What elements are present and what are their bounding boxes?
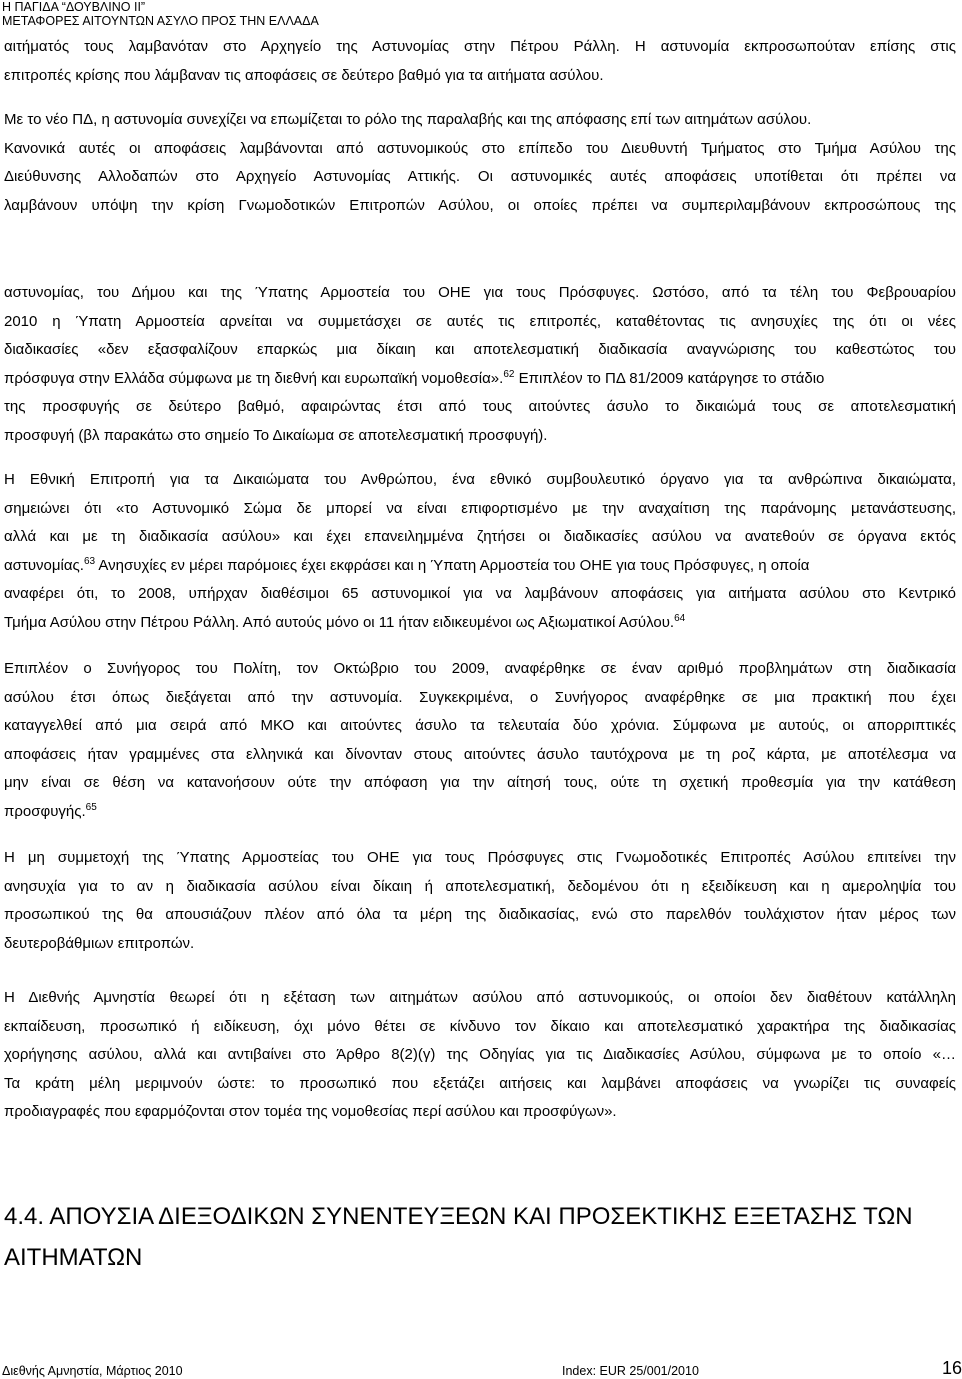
section-heading (4, 1196, 959, 1278)
text-segment: Τμήμα Ασύλου στην Πέτρου Ράλλη. Από αυτούς μόνο οι 11 ήταν ειδικευμένοι ως Αξιωματικοί Ασύλου. (4, 613, 675, 631)
text-segment: προσφυγής. (4, 802, 86, 820)
paragraph-national-commission (4, 466, 956, 637)
footer-publisher: Διεθνής Αμνηστία, Μάρτιος 2010 (2, 1364, 183, 1378)
text-line: χορήγησης ασύλου, αλλά και αντιβαίνει στο Άρθρο 8(2)(γ) της Οδηγίας για τις Διαδικασίες Ασύλου, σύμφωνα με το οποίο «… (4, 1046, 956, 1063)
text-line: ανησυχία για το αν η διαδικασία ασύλου είναι δίκαιη ή αποτελεσματική, δεδομένου ότι η εξειδίκευση και η αμεροληψία του (4, 877, 956, 895)
text-segment: πρόσφυγα στην Ελλάδα σύμφωνα με τη διεθνή και ευρωπαϊκή νομοθεσία». (4, 369, 504, 387)
text-line: της προσφυγής σε δεύτερο βαθμό, αφαιρώντας έτσι από τους αιτούντες άσυλο το δικαιώμά τους σε αποτελεσματική (4, 398, 956, 415)
footnote-ref-63: 63 (83, 555, 96, 567)
text-line: ασύλου έτσι όπως διεξάγεται από την αστυνομία. Συγκεκριμένα, ο Συνήγορος αναφέρθηκε σε μια πρακτική που έχει (4, 688, 956, 706)
text-segment: Επιπλέον το ΠΔ 81/2009 κατάργησε το στάδιο (514, 369, 825, 387)
document-title: Η ΠΑΓΙΔΑ “ΔΟΥΒΛΙΝΟ ΙΙ” (2, 0, 146, 14)
text-line: αναφέρει ότι, το 2008, υπήρχαν διαθέσιμοι 65 αστυνομικοί για να λαμβάνουν αποφάσεις για αιτήματα ασύλου στο Κεντρικό (4, 585, 956, 602)
text-line: Διεύθυνσης Αλλοδαπών στο Αρχηγείο Αστυνομίας Αττικής. Οι αστυνομικές αυτές αποφάσεις υποτίθεται ότι πρέπει να (4, 168, 956, 185)
text-line: Κανονικά αυτές οι αποφάσεις λαμβάνονται από αστυνομικούς στο επίπεδο του Διευθυντή Τμήματος στο Τμήμα Ασύλου της (4, 139, 956, 157)
text-line (4, 798, 956, 827)
paragraph-unhcr-withdrawal (4, 279, 956, 450)
text-line: εκπαίδευση, προσωπικό ή ειδίκευση, όχι μόνο θέτει σε κίνδυνο τον δίκαιο και αποτελεσματικό χαρακτήρα της διαδικασίας (4, 1017, 956, 1035)
text-line: Επιπλέον ο Συνήγορος του Πολίτη, τον Οκτώβριο του 2009, αναφέρθηκε σε έναν αριθμό προβλημάτων στη διαδικασία (4, 660, 956, 677)
page-number: 16 (942, 1358, 962, 1378)
footer-index: Index: EUR 25/001/2010 (562, 1364, 699, 1378)
text-line (4, 609, 956, 638)
text-line: Με το νέο ΠΔ, η αστυνομία συνεχίζει να επωμίζεται το ρόλο της παραλαβής και της απόφασης επί των αιτημάτων ασύλου. (4, 111, 812, 128)
text-line: διαδικασίες «δεν εξασφαλίζουν επαρκώς μια δίκαιη και αποτελεσματική διαδικασία αναγνώρισης του καθεστώτος του (4, 341, 956, 358)
text-line: αποφάσεις ήταν γραμμένες στα ελληνικά και δίνονταν στους αιτούντες άσυλο ταυτόχρονα με τη ροζ κάρτα, με αποτέλεσμα να (4, 745, 956, 763)
text-line: αστυνομίας, του Δήμου και της Ύπατης Αρμοστεία του ΟΗΕ για τους Πρόσφυγες. Ωστόσο, από τα τέλη του Φεβρουαρίου (4, 284, 956, 301)
paragraph-new-decree (4, 106, 956, 220)
text-line: αλλά και με τη διαδικασία ασύλου» και έχει επανειλημμένα ζητήσει οι διαδικασίες ασύλου να ανατεθούν σε όργανα εκτός (4, 528, 956, 545)
text-line: Τα κράτη μέλη μεριμνούν ώστε: το προσωπικό που εξετάζει αιτήσεις και λαμβάνει αποφάσεις να γνωρίζει τις συναφείς (4, 1074, 956, 1092)
text-segment: αστυνομίας. (4, 556, 84, 574)
text-line: μην είναι σε θέση να κατανοήσουν ούτε την απόφαση για την αίτησή τους, ούτε τη σχετική προθεσμία για την κατάθεση (4, 774, 956, 791)
text-line: λαμβάνουν υπόψη την κρίση Γνωμοδοτικών Επιτροπών Ασύλου, οι οποίες πρέπει να συμπεριλαμβάνουν εκπροσώπους της (4, 196, 956, 214)
paragraph-police-role-past (4, 33, 956, 90)
text-line: Η Διεθνής Αμνηστία θεωρεί ότι η εξέταση των αιτημάτων ασύλου από αστυνομικούς, οι οποίοι δεν διαθέτουν κατάλληλη (4, 989, 956, 1006)
page-header (2, 0, 319, 28)
paragraph-amnesty-view (4, 984, 956, 1127)
text-line: Η μη συμμετοχή της Ύπατης Αρμοστείας του ΟΗΕ για τους Πρόσφυγες στις Γνωμοδοτικές Επιτροπές Ασύλου επιτείνει την (4, 849, 956, 866)
text-line: επιτροπές κρίσης που λάμβαναν τις αποφάσεις σε δεύτερο βαθμό για τα αιτήματα ασύλου. (4, 66, 604, 84)
text-line (4, 552, 956, 581)
footnote-ref-65: 65 (85, 801, 97, 813)
section-heading-line: ΑΙΤΗΜΑΤΩΝ (4, 1244, 143, 1271)
footnote-ref-64: 64 (674, 612, 686, 624)
text-line: προσωπικού της θα απουσιάζουν πλέον από όλα τα μέρη της διαδικασίας, ενώ στο παρελθόν τουλάχιστον ήταν μέρος των (4, 906, 956, 923)
text-line: σημειώνει ότι «το Αστυνομικό Σώμα δε μπορεί να είναι επιφορτισμένο με την αναχαίτιση της παράνομης μετανάστευσης, (4, 499, 956, 517)
paragraph-unhcr-concern (4, 844, 956, 958)
text-line: προδιαγραφές που εφαρμόζονται στον τομέα της νομοθεσίας περί ασύλου και προσφύγων». (4, 1103, 617, 1120)
text-line: αιτήματός τους λαμβανόταν στο Αρχηγείο της Αστυνομίας στην Πέτρου Ράλλη. Η αστυνομία εκπροσωπούταν επίσης στις (4, 38, 956, 55)
text-segment: Ανησυχίες εν μέρει παρόμοιες έχει εκφράσει και η Ύπατη Αρμοστεία του ΟΗΕ για τους Πρόσφυγες, η οποία (95, 556, 810, 574)
footnote-ref-62: 62 (503, 368, 515, 380)
text-line: καταγγελθεί από μια σειρά από ΜΚΟ και αιτούντες άσυλο τα τελευταία δύο χρόνια. Σύμφωνα με αυτούς, οι απορριπτικές (4, 717, 956, 734)
text-line (4, 365, 956, 394)
text-line: Η Εθνική Επιτροπή για τα Δικαιώματα του Ανθρώπου, ένα εθνικό συμβουλευτικό όργανο για τα ανθρώπινα δικαιώματα, (4, 471, 956, 488)
text-line: δευτεροβάθμιων επιτροπών. (4, 934, 195, 952)
text-line: 2010 η Ύπατη Αρμοστεία αρνείται να συμμετάσχει σε αυτές τις επιτροπές, καταθέτοντας τις ανησυχίες της ότι οι νέες (4, 312, 956, 330)
document-subtitle: ΜΕΤΑΦΟΡΕΣ ΑΙΤΟΥΝΤΩΝ ΑΣΥΛΟ ΠΡΟΣ ΤΗΝ ΕΛΛΑΔΑ (2, 14, 319, 28)
paragraph-ombudsman (4, 655, 956, 826)
text-line: προσφυγή (βλ παρακάτω στο σημείο Το Δικαίωμα σε αποτελεσματική προσφυγή). (4, 426, 548, 444)
section-heading-line: 4.4. ΑΠΟΥΣΙΑ ΔΙΕΞΟΔΙΚΩΝ ΣΥΝΕΝΤΕΥΞΕΩΝ ΚΑΙ ΠΡΟΣΕΚΤΙΚΗΣ ΕΞΕΤΑΣΗΣ ΤΩΝ (4, 1203, 913, 1230)
